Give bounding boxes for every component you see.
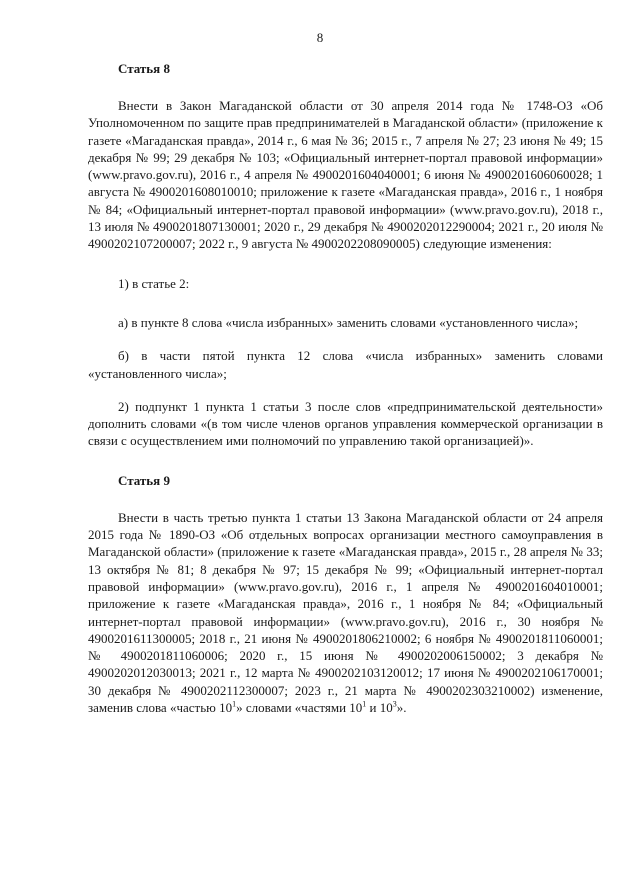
article-8-intro: Внести в Закон Магаданской области от 30 апреля 2014 года № 1748-ОЗ «Об Уполномоченном по защите прав предпринимателей в Магаданской области» (приложение к газете «Магаданская правда», 2014 г., 6 мая № 36; 2015 г., 7 апреля № 27; 23 июня № 49; 15 декабря № 99; 29 декабря № 103; «Официальный интернет-портал правовой информации» (www.pravo.gov.ru), 2016 г., 4 апреля № 4900201604040001; 6 июня № 4900201606060028; 1 августа № 4900201608010010; приложение к газете «Магаданская правда», 2016 г., 1 ноября № 84; «Официальный интернет-портал правовой информации» (www.pravo.gov.ru), 2018 г., 13 июля № 4900201807130001; 2020 г., 29 декабря № 4900202012290004; 2021 г., 20 июля № 4900202107200007; 2022 г., 9 августа № 4900202208090005) следующие изменения:: [88, 98, 603, 252]
article-8-heading: Статья 8: [118, 61, 170, 76]
article-8-item-2: 2) подпункт 1 пункта 1 статьи 3 после слов «предпринимательской деятельности» дополнить словами «(в том числе членов органов управления коммерческой организации в связи с осуществлением ими полномочий по управлению такой организацией)».: [88, 398, 603, 449]
article-8-item-1b: б) в части пятой пункта 12 слова «числа избранных» заменить словами «установленного числа»;: [88, 348, 603, 381]
document-body: [88, 60, 603, 716]
article-9-intro: Внести в часть третью пункта 1 статьи 13 Закона Магаданской области от 24 апреля 2015 года № 1890-ОЗ «Об отдельных вопросах организации местного самоуправления в Магаданской области» (приложение к газете «Магаданская правда», 2015 г., 28 апреля № 33; 13 октября № 81; 8 декабря № 97; 15 декабря № 99; «Официальный интернет-портал правовой информации» (www.pravo.gov.ru), 2016 г., 1 апреля № 4900201604010001; приложение к газете «Магаданская правда», 2016 г., 1 ноября № 84; «Официальный интернет-портал правовой информации» (www.pravo.gov.ru), 2016 г., 30 ноября № 4900201611300005; 2018 г., 21 июня № 4900201806210002; 6 ноября № 4900201811060001; № 4900201811060006; 2020 г., 15 июня № 4900202006150002; 3 декабря № 4900202012030013; 2021 г., 12 марта № 4900202103120012; 17 июня № 4900202106170001; 30 декабря № 4900202112300007; 2023 г., 21 марта № 4900202303210002) изменение, заменив слова «частью $10^1$» словами «частями $10^1$ и $10^3$».: [88, 509, 603, 716]
article-9-heading: Статья 9: [118, 472, 170, 488]
article-8-item-1a: а) в пункте 8 слова «числа избранных» заменить словами «установленного числа»;: [118, 314, 579, 330]
article-8-item-1: 1) в статье 2:: [118, 275, 190, 291]
page-number: 8: [316, 30, 324, 45]
